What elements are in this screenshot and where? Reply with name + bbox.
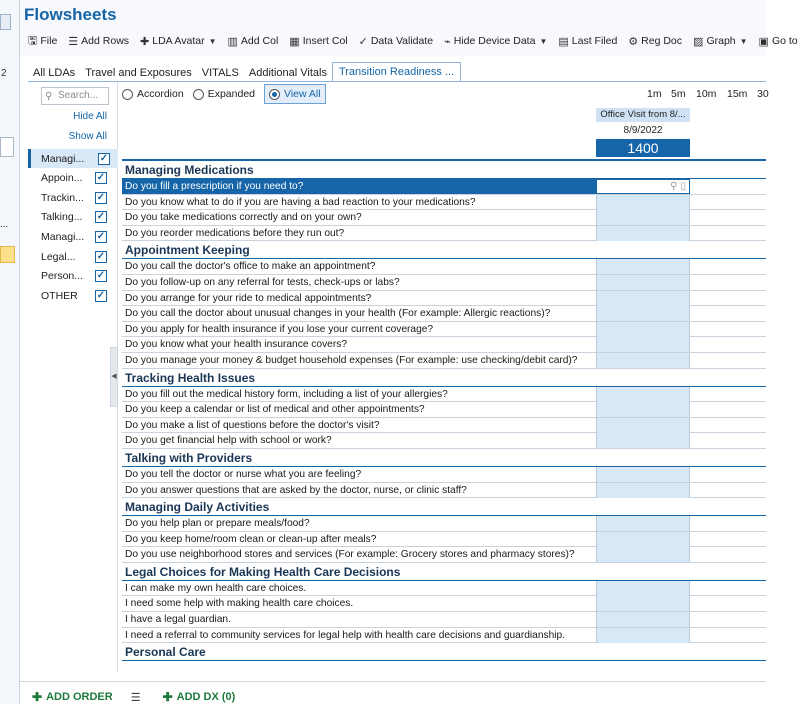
toolbar	[28, 32, 809, 50]
footer	[32, 690, 253, 704]
table-row[interactable]	[122, 387, 766, 403]
insert-col-icon: ▦	[289, 35, 300, 48]
table-row[interactable]	[122, 483, 766, 499]
left-strip-text: ...	[0, 219, 9, 230]
filter-item[interactable]	[28, 169, 118, 188]
tab-bar	[28, 62, 461, 82]
filter-checkbox[interactable]: ✓	[96, 270, 106, 282]
filter-label: OTHER	[41, 289, 78, 302]
table-row[interactable]	[122, 433, 766, 449]
filter-checkbox[interactable]: ✓	[96, 172, 106, 184]
table-row[interactable]	[122, 179, 766, 195]
section-header[interactable]: Tracking Health Issues	[122, 369, 766, 387]
radio-label: Expanded	[207, 88, 255, 100]
table-row[interactable]	[122, 259, 766, 275]
row-question: I need some help with making health care choices.	[125, 598, 354, 610]
value-cell[interactable]	[596, 337, 690, 352]
row-question: I need a referral to community services for legal help with health care decisions and guardianship.	[125, 629, 565, 641]
left-strip-highlight[interactable]	[0, 246, 15, 263]
tab-transition-readiness[interactable]: Transition Readiness ...	[332, 62, 461, 82]
view-mode-accordion-radio[interactable]	[122, 84, 184, 104]
toolbar-add-col-button[interactable]	[228, 35, 279, 48]
column-title: Office Visit from 8/...	[596, 108, 690, 122]
table-row[interactable]	[122, 596, 766, 612]
toolbar-label: Graph	[706, 35, 736, 47]
zoom-15m-button[interactable]: 15m	[727, 88, 748, 100]
toolbar-reg-doc-button[interactable]	[628, 35, 682, 48]
value-cell[interactable]	[596, 596, 690, 611]
value-cell[interactable]	[596, 210, 690, 225]
toolbar-go-to-button[interactable]	[759, 35, 798, 48]
page-title: Flowsheets	[24, 5, 117, 24]
filter-item[interactable]	[28, 208, 118, 227]
filter-item[interactable]	[28, 149, 118, 168]
table-row[interactable]	[122, 195, 766, 211]
value-cell[interactable]	[596, 226, 690, 241]
section-header[interactable]: Legal Choices for Making Health Care Decisions	[122, 563, 766, 581]
row-question: Do you help plan or prepare meals/food?	[125, 518, 310, 530]
hide-device-icon: ⌁	[444, 35, 451, 48]
add-order-label: ADD ORDER	[46, 691, 113, 703]
filter-item[interactable]	[28, 247, 118, 266]
table-row[interactable]	[122, 210, 766, 226]
hide-all-link[interactable]: Hide All	[73, 111, 107, 122]
tab-travel-and-exposures[interactable]: Travel and Exposures	[85, 67, 192, 79]
filter-checkbox[interactable]: ✓	[96, 289, 106, 301]
row-question: Do you manage your money & budget household expenses (For example: use checking/debit card)?	[125, 354, 578, 366]
lda-avatar-icon: ✚	[140, 35, 150, 48]
add-dx-button[interactable]	[163, 690, 236, 704]
row-question: I can make my own health care choices.	[125, 582, 307, 594]
table-row[interactable]	[122, 467, 766, 483]
row-question: Do you make a list of questions before the doctor's visit?	[125, 419, 380, 431]
save-icon: 🖫	[28, 34, 38, 47]
column-date: 8/9/2022	[623, 125, 663, 136]
table-row[interactable]	[122, 291, 766, 307]
table-row[interactable]	[122, 547, 766, 563]
row-question: Do you get financial help with school or work?	[125, 435, 332, 447]
filter-checkbox[interactable]: ✓	[96, 211, 106, 223]
add-rows-icon: ☰	[68, 35, 79, 48]
toolbar-last-filed-button[interactable]	[558, 35, 617, 48]
toolbar-add-rows-button[interactable]	[68, 35, 129, 48]
toolbar-lda-avatar-button[interactable]	[140, 35, 216, 48]
value-cell[interactable]	[596, 483, 690, 498]
value-cell[interactable]	[596, 628, 690, 643]
filter-checkbox[interactable]: ✓	[99, 152, 109, 164]
search-input[interactable]	[41, 87, 109, 105]
collapse-panel-handle[interactable]: ◀	[110, 347, 118, 407]
value-cell[interactable]	[596, 259, 690, 274]
toolbar-label: File	[40, 35, 58, 47]
filter-label: Appoin...	[41, 172, 83, 185]
tab-additional-vitals[interactable]: Additional Vitals	[248, 67, 327, 79]
row-question: Do you tell the doctor or nurse what you are feeling?	[125, 468, 362, 480]
toolbar-label: Last Filed	[571, 35, 618, 47]
list-icon[interactable]: ☰	[130, 691, 141, 704]
table-row[interactable]	[122, 418, 766, 434]
value-cell[interactable]	[596, 547, 690, 562]
filter-item[interactable]	[28, 227, 118, 246]
row-question: Do you take medications correctly and on your own?	[125, 212, 362, 224]
toolbar-label: Data Validate	[370, 35, 434, 47]
data-validate-icon: ✓	[358, 35, 368, 48]
table-row[interactable]	[122, 532, 766, 548]
value-cell[interactable]	[596, 532, 690, 547]
chevron-down-icon: ▼	[539, 36, 548, 46]
value-cell[interactable]	[596, 433, 690, 448]
chevron-down-icon: ▼	[208, 36, 217, 46]
filter-item[interactable]	[28, 267, 118, 286]
toolbar-label: Insert Col	[302, 35, 348, 47]
reg-doc-icon: ⚙	[628, 35, 639, 48]
section-header[interactable]: Personal Care	[122, 643, 766, 661]
plus-icon: ✚	[162, 690, 173, 704]
value-cell[interactable]	[596, 275, 690, 290]
table-row[interactable]	[122, 322, 766, 338]
table-row[interactable]	[122, 516, 766, 532]
table-row[interactable]	[122, 612, 766, 628]
filter-label: Managi...	[41, 152, 85, 165]
table-row[interactable]	[122, 581, 766, 597]
filter-label: Legal...	[41, 250, 76, 263]
toolbar-label: Reg Doc	[641, 35, 683, 47]
row-question: Do you fill out the medical history form, including a list of your allergies?	[125, 388, 448, 400]
window-icon[interactable]	[0, 14, 11, 30]
row-question: Do you reorder medications before they run out?	[125, 227, 345, 239]
row-question: Do you call the doctor's office to make an appointment?	[125, 261, 376, 273]
section-header[interactable]: Talking with Providers	[122, 449, 766, 467]
filter-checkbox[interactable]: ✓	[96, 250, 106, 262]
filter-checkbox[interactable]: ✓	[96, 230, 106, 242]
tab-vitals[interactable]: VITALS	[201, 67, 239, 79]
search-placeholder: Search...	[58, 90, 99, 101]
toolbar-label: LDA Avatar	[152, 35, 205, 47]
graph-icon: ▨	[693, 35, 704, 48]
row-question: I have a legal guardian.	[125, 614, 231, 626]
toolbar-graph-button[interactable]	[693, 35, 748, 48]
add-order-button[interactable]	[32, 690, 113, 704]
toolbar-label: Add Rows	[81, 35, 130, 47]
left-sidebar-strip	[0, 0, 20, 704]
value-cell[interactable]	[596, 581, 690, 596]
table-row[interactable]	[122, 353, 766, 369]
row-question: Do you follow-up on any referral for tests, check-ups or labs?	[125, 276, 400, 288]
section-header[interactable]: Managing Daily Activities	[122, 498, 766, 516]
table-row[interactable]	[122, 402, 766, 418]
search-icon[interactable]: ⚲	[670, 181, 678, 192]
left-strip-number: 2	[1, 68, 7, 79]
add-dx-label: ADD DX (0)	[176, 691, 236, 703]
comment-icon[interactable]: ▯	[680, 181, 686, 192]
zoom-1m-button[interactable]: 1m	[647, 88, 662, 100]
row-question: Do you use neighborhood stores and services (For example: Grocery stores and pharmacy stores)?	[125, 549, 575, 561]
zoom-30-button[interactable]: 30	[757, 88, 769, 100]
filter-label: Trackin...	[41, 191, 84, 204]
filter-item[interactable]	[28, 286, 118, 305]
chevron-down-icon: ▼	[739, 36, 748, 46]
toolbar-label: Hide Device Data	[453, 35, 536, 47]
filter-label: Managi...	[41, 230, 85, 243]
tab-all-ldas[interactable]: All LDAs	[33, 67, 76, 79]
table-row[interactable]	[122, 337, 766, 353]
table-row[interactable]	[122, 306, 766, 322]
value-cell[interactable]	[596, 402, 690, 417]
last-filed-icon: ▤	[558, 35, 569, 48]
show-all-link[interactable]: Show All	[68, 131, 107, 142]
add-col-icon: ▥	[227, 35, 238, 48]
value-cell[interactable]	[596, 387, 690, 402]
search-icon: ⚲	[45, 91, 53, 102]
goto-icon: ▣	[758, 35, 769, 48]
footer-divider	[20, 681, 766, 682]
value-cell[interactable]	[596, 195, 690, 210]
toolbar-file-button[interactable]	[28, 32, 57, 51]
value-cell[interactable]	[596, 353, 690, 368]
view-mode-bar	[122, 84, 335, 104]
value-cell[interactable]	[596, 612, 690, 627]
filter-label: Talking...	[41, 211, 83, 224]
radio-circle	[193, 89, 204, 100]
row-question: Do you keep home/room clean or clean-up after meals?	[125, 533, 377, 545]
filter-label: Person...	[41, 270, 84, 283]
section-header[interactable]: Appointment Keeping	[122, 241, 766, 259]
row-question: Do you know what your health insurance covers?	[125, 339, 347, 351]
radio-label: View All	[284, 88, 321, 100]
table-row[interactable]	[122, 628, 766, 644]
radio-circle	[122, 89, 133, 100]
value-cell[interactable]	[596, 306, 690, 321]
row-question: Do you know what to do if you are having a bad reaction to your medications?	[125, 196, 476, 208]
table-row[interactable]	[122, 226, 766, 242]
value-cell[interactable]	[596, 516, 690, 531]
value-cell[interactable]	[596, 179, 690, 194]
left-strip-box[interactable]	[0, 137, 14, 157]
row-question: Do you answer questions that are asked by the doctor, nurse, or clinic staff?	[125, 484, 467, 496]
toolbar-label: Go to	[771, 35, 798, 47]
section-filter-panel	[28, 82, 118, 672]
column-time: 1400	[596, 139, 690, 157]
cell-icons	[670, 181, 686, 192]
plus-icon: ✚	[32, 690, 43, 704]
row-question: Do you fill a prescription if you need to?	[122, 179, 596, 194]
header	[20, 0, 798, 56]
view-mode-expanded-radio[interactable]	[193, 84, 255, 104]
table-row[interactable]	[122, 275, 766, 291]
radio-label: Accordion	[137, 88, 184, 100]
tab-divider	[28, 81, 766, 82]
radio-circle	[269, 89, 280, 100]
view-mode-view-all-radio[interactable]	[264, 84, 326, 104]
row-question: Do you apply for health insurance if you lose your current coverage?	[125, 323, 434, 335]
filter-item[interactable]	[28, 188, 118, 207]
zoom-5m-button[interactable]: 5m	[671, 88, 686, 100]
section-header[interactable]: Managing Medications	[122, 161, 766, 179]
row-question: Do you call the doctor about unusual changes in your health (For example: Allergic reactions)?	[125, 308, 551, 320]
flowsheet-grid	[122, 159, 766, 672]
toolbar-data-validate-button[interactable]	[359, 35, 433, 48]
toolbar-hide-device-data-button[interactable]	[444, 35, 547, 48]
value-cell[interactable]	[596, 291, 690, 306]
row-question: Do you keep a calendar or list of medical and other appointments?	[125, 404, 425, 416]
value-cell[interactable]	[596, 322, 690, 337]
value-cell[interactable]	[596, 418, 690, 433]
toolbar-insert-col-button[interactable]	[289, 35, 347, 48]
zoom-10m-button[interactable]: 10m	[696, 88, 717, 100]
filter-checkbox[interactable]: ✓	[96, 191, 106, 203]
value-cell[interactable]	[596, 467, 690, 482]
row-question: Do you arrange for your ride to medical appointments?	[125, 292, 372, 304]
column-header[interactable]	[596, 108, 690, 158]
toolbar-label: Add Col	[240, 35, 279, 47]
